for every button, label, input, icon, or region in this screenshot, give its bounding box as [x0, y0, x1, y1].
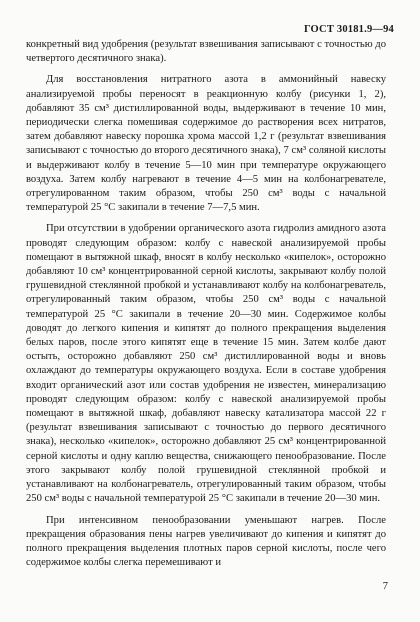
body-text	[26, 38, 386, 570]
standard-header: ГОСТ 30181.9—94	[303, 24, 394, 35]
paragraph-continuation: конкретный вид удобрения (результат взвешивания записывают с точностью до четвертого десятичного знака).	[26, 39, 386, 65]
paragraph-foaming: При интенсивном пенообразовании уменьшают нагрев. После прекращения образования пены нагрев увеличивают до кипения и кипятят до полного прекращения выделения плотных паров серной кислоты, после чего содержимое колбы слегка перемешивают и	[26, 514, 386, 569]
paragraph-amide-hydrolysis: При отсутствии в удобрении органического азота гидролиз амидного азота проводят следующим образом: колбу с навеской анализируемой пробы помещают в вытяжной шкаф, вносят в колбу несколько «кипелок», осторожно добавляют 10 см³ концентрированной серной кислоты, закрывают колбу полой грушевидной стеклянной пробкой и устанавливают колбу на колбонагреватель, отрегулированный таким образом, чтобы 250 см³ воды с начальной температурой 25 °С закипали в течение 20—30 мин. Содержимое колбы доводят до легкого кипения и кипятят до полного прекращения выделения белых паров, после этого кипятят еще в течение 15 мин. Затем колбе дают остыть, осторожно добавляют 250 см³ дистиллированной воды и вновь охлаждают до температуры окружающего воздуха. Если в составе удобрения входит органический азот или состав удобрения не известен, минерализацию проводят следующим образом: колбу с навеской анализируемой пробы помещают в вытяжной шкаф, добавляют навеску катализатора массой 22 г (результат взвешивания записывают с точностью до первого десятичного знака), несколько «кипелок», осторожно добавляют 25 см³ концентрированной серной кислоты и одну каплю вещества, снижающего пенообразование. После этого закрывают колбу полой грушевидной стеклянной пробкой и устанавливают на колбонагреватель, отрегулированный таким образом, чтобы 250 см³ воды с начальной температурой 25 °С закипали в течение 20—30 мин.	[26, 223, 386, 505]
paragraph-nitrate-reduction: Для восстановления нитратного азота в аммонийный навеску анализируемой пробы переносят в реакционную колбу (рисунки 1, 2), добавляют 35 см³ дистиллированной воды, выдерживают в течение 10 мин, периодически слегка помешивая содержимое до растворения всех нитратов, затем добавляют навеску порошка хрома массой 1,2 г (результат взвешивания записывают с точностью до второго десятичного знака), 7 см³ соляной кислоты и выдерживают колбу в течение 5—10 мин при температуре окружающего воздуха. Затем колбу нагревают в течение 4—5 мин на колбонагревателе, отрегулированном таким образом, чтобы 250 см³ воды с начальной температурой 25 °С закипали в течение 7—7,5 мин.	[26, 74, 386, 214]
page-number: 7	[382, 581, 388, 592]
